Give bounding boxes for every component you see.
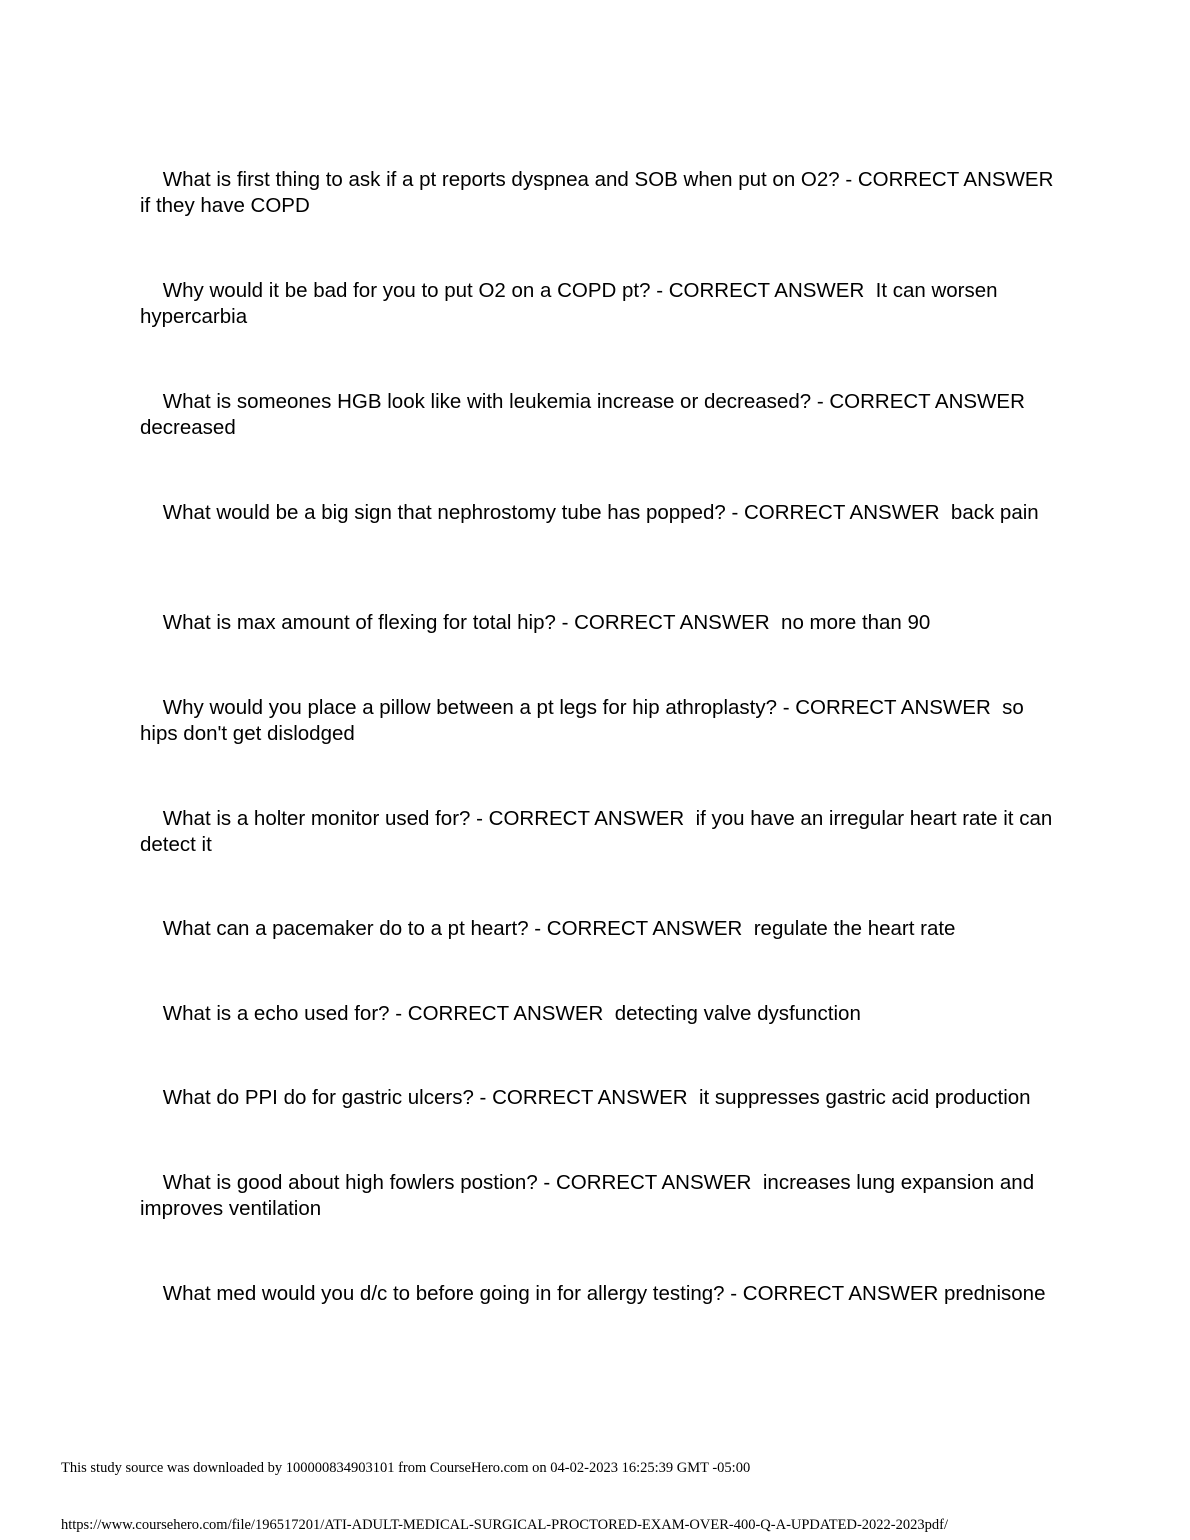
- qa-item: [140, 141, 1065, 245]
- qa-item: [140, 1255, 1055, 1333]
- qa-text: What is first thing to ask if a pt reports dyspnea and SOB when put on O2? - CORRECT ANSWER if they have COPD: [140, 168, 1065, 217]
- qa-item: [140, 890, 1055, 968]
- qa-text: Why would you place a pillow between a pt legs for hip athroplasty? - CORRECT ANSWER so hips don't get dislodged: [140, 696, 1030, 745]
- source-url[interactable]: https://www.coursehero.com/file/196517201/ATI-ADULT-MEDICAL-SURGICAL-PROCTORED-EXAM-OVER-400-Q-A-UPDATED-2022-2023pdf/: [61, 1517, 948, 1533]
- qa-item: [140, 780, 1058, 884]
- qa-text: What med would you d/c to before going in for allergy testing? - CORRECT ANSWER prednisone: [162, 1282, 1046, 1305]
- qa-text: What is a holter monitor used for? - CORRECT ANSWER if you have an irregular heart rate it can detect it: [140, 807, 1058, 856]
- qa-item: [140, 252, 1055, 356]
- qa-text: What is a echo used for? - CORRECT ANSWER detecting valve dysfunction: [162, 1002, 861, 1025]
- qa-item: [140, 1059, 1055, 1137]
- qa-text: What is good about high fowlers postion? - CORRECT ANSWER increases lung expansion and improves ventilation: [140, 1171, 1040, 1220]
- qa-item: [140, 669, 1055, 773]
- qa-item: [140, 363, 1055, 467]
- qa-item: [140, 975, 1055, 1053]
- qa-text: What is someones HGB look like with leukemia increase or decreased? - CORRECT ANSWER decreased: [140, 390, 1031, 439]
- qa-text: What do PPI do for gastric ulcers? - CORRECT ANSWER it suppresses gastric acid production: [162, 1086, 1031, 1109]
- qa-text: What would be a big sign that nephrostomy tube has popped? - CORRECT ANSWER back pain: [162, 501, 1039, 524]
- qa-text: What is max amount of flexing for total hip? - CORRECT ANSWER no more than 90: [162, 611, 931, 634]
- qa-item: [140, 474, 1055, 552]
- qa-text: What can a pacemaker do to a pt heart? - CORRECT ANSWER regulate the heart rate: [162, 917, 956, 940]
- qa-item: [140, 584, 1055, 662]
- qa-text: Why would it be bad for you to put O2 on a COPD pt? - CORRECT ANSWER It can worsen hypercarbia: [140, 279, 1004, 328]
- qa-item: [140, 1144, 1055, 1248]
- download-note: This study source was downloaded by 100000834903101 from CourseHero.com on 04-02-2023 16:25:39 GMT -05:00: [61, 1460, 751, 1476]
